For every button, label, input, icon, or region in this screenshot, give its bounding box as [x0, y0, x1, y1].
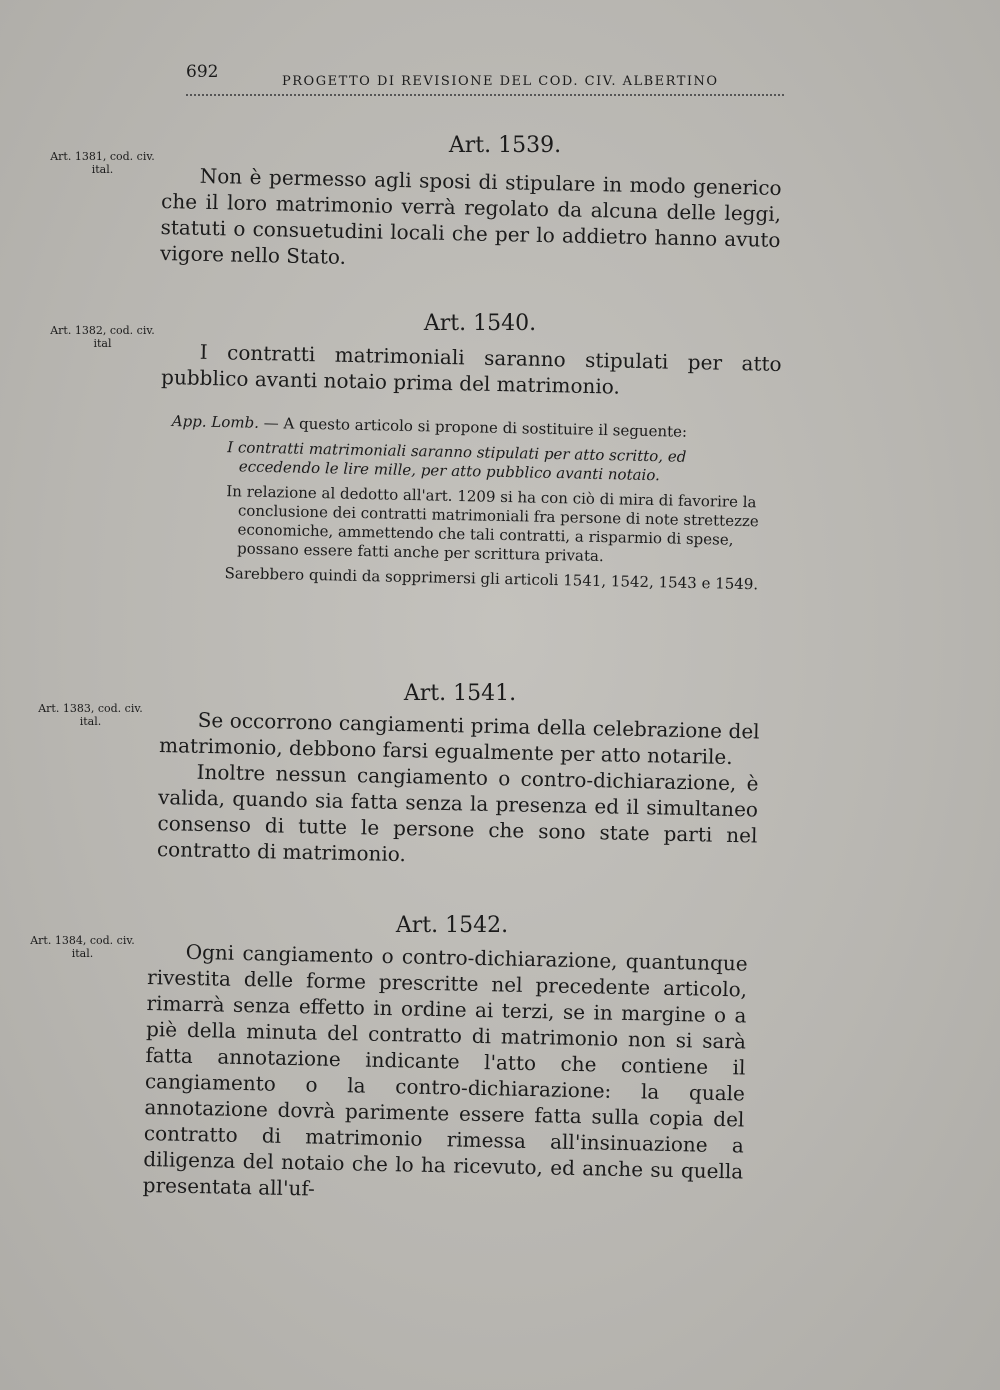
margin-note: Art. 1383, cod. civ. ital.: [38, 702, 143, 728]
header-rule: [186, 94, 784, 96]
note-conclusion: Sarebbero quindi da sopprimersi gli articoli 1541, 1542, 1543 e 1549.: [224, 564, 759, 594]
article-paragraph: Non è permesso agli sposi di stipulare in modo generico che il loro matrimonio verrà regolato da alcuna delle leggi, statuti o consuetudini locali che per lo addietro hanno avuto vigore nello Stato.: [159, 163, 782, 269]
article-title: Art. 1542.: [395, 913, 509, 938]
article-title: Art. 1541.: [403, 681, 517, 706]
margin-note: Art. 1381, cod. civ. ital.: [50, 150, 155, 176]
margin-note: Art. 1382, cod. civ. ital: [50, 324, 155, 350]
article-paragraph: I contratti matrimoniali saranno stipulati per atto pubblico avanti notaio prima del matrimonio.: [160, 339, 782, 399]
article-title: Art. 1540.: [423, 311, 537, 336]
page-header: [186, 62, 786, 122]
article-title: Art. 1539.: [448, 133, 562, 158]
note-intro: — A questo articolo si propone di sostituire il seguente:: [258, 413, 688, 441]
article-paragraph: Se occorrono cangiamenti prima della celebrazione del matrimonio, debbono farsi egualmente per atto notarile.: [158, 707, 760, 769]
note-proposed-text: I contratti matrimoniali saranno stipulati per atto scritto, ed eccedendo le lire mille, per atto pubblico avanti notaio.: [227, 438, 687, 485]
article-body: [160, 162, 782, 279]
article-body: [161, 338, 782, 403]
article-body: [143, 938, 748, 1211]
running-title: PROGETTO DI REVISIONE DEL COD. CIV. ALBERTINO: [282, 74, 719, 89]
margin-note: Art. 1384, cod. civ. ital.: [30, 934, 135, 960]
article-body: [157, 706, 760, 875]
commentary-note: [168, 412, 772, 601]
article-paragraph: Ogni cangiamento o contro-dichiarazione, quantunque rivestita delle forme prescritte nel precedente articolo, rimarrà senza effetto in ordine ai terzi, se in margine o a piè della minuta del contratto di matrimonio non si sarà fatta annotazione indicante l'atto che contiene il cangiamento o la contro-dichiarazione: la quale annotazione dovrà parimente essere fatta sulla copia del contratto di matrimonio rimessa all'insinuazione a diligenza del notaio che lo ha ricevuto, ed anche su quella presentata all'uf-: [142, 939, 748, 1201]
note-relation: In relazione al dedotto all'art. 1209 si ha con ciò di mira di favorire la conclusione dei contratti matrimoniali fra persone di note strettezze economiche, ammettendo che tali contratti, a risparmio di spese, possano essere fatti anche per scrittura privata.: [226, 482, 759, 566]
note-label: App. Lomb.: [171, 412, 260, 432]
article-paragraph: Inoltre nessun cangiamento o contro-dichiarazione, è valida, quando sia fatta senza la presenza ed il simultaneo consenso di tutte le persone che sono state parti nel contratto di matrimonio.: [156, 759, 759, 867]
page-number: 692: [186, 62, 219, 82]
